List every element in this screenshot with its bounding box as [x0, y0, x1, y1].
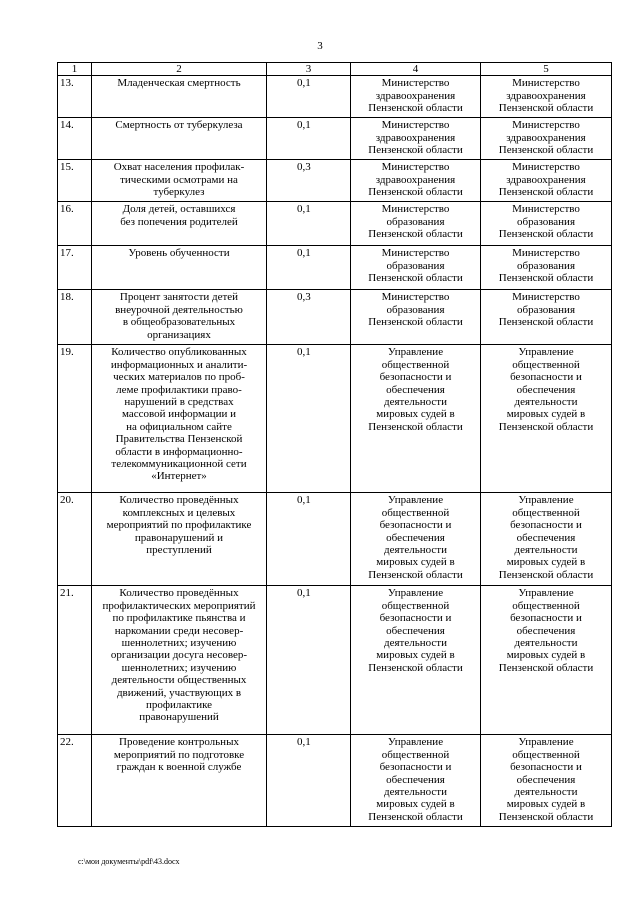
- indicator-name: Смертность от туберкулеза: [92, 118, 267, 160]
- weight-value: 0,1: [267, 493, 351, 586]
- data-source: Управление общественной безопасности и обеспечения деятельности мировых судей в Пензенской области: [481, 493, 612, 586]
- row-number: 16.: [58, 202, 92, 246]
- weight-value: 0,1: [267, 735, 351, 827]
- data-source: Министерство образования Пензенской области: [481, 246, 612, 290]
- table-row: [58, 586, 612, 735]
- row-number: 18.: [58, 290, 92, 345]
- row-number: 20.: [58, 493, 92, 586]
- indicator-name: Охват населения профилак- тическими осмотрами на туберкулез: [92, 160, 267, 202]
- responsible-executor: Министерство образования Пензенской области: [351, 246, 481, 290]
- header-cell-col1: 1: [58, 63, 92, 76]
- responsible-executor: Управление общественной безопасности и обеспечения деятельности мировых судей в Пензенской области: [351, 735, 481, 827]
- table-row: [58, 345, 612, 493]
- header-cell-col4: 4: [351, 63, 481, 76]
- header-cell-col3: 3: [267, 63, 351, 76]
- row-number: 13.: [58, 76, 92, 118]
- indicator-name: Доля детей, оставшихся без попечения родителей: [92, 202, 267, 246]
- data-source: Министерство здравоохранения Пензенской области: [481, 160, 612, 202]
- file-path-footer: c:\мои документы\pdf\43.docx: [78, 857, 180, 866]
- row-number: 22.: [58, 735, 92, 827]
- responsible-executor: Управление общественной безопасности и обеспечения деятельности мировых судей в Пензенской области: [351, 493, 481, 586]
- weight-value: 0,1: [267, 76, 351, 118]
- table-row: [58, 493, 612, 586]
- table-row: [58, 160, 612, 202]
- table-row: [58, 202, 612, 246]
- indicators-table: [57, 62, 612, 827]
- weight-value: 0,1: [267, 345, 351, 493]
- indicator-name: Проведение контрольных мероприятий по подготовке граждан к военной службе: [92, 735, 267, 827]
- weight-value: 0,1: [267, 246, 351, 290]
- indicator-name: Процент занятости детей внеурочной деятельностью в общеобразовательных организациях: [92, 290, 267, 345]
- weight-value: 0,3: [267, 160, 351, 202]
- row-number: 17.: [58, 246, 92, 290]
- weight-value: 0,1: [267, 202, 351, 246]
- page-number: 3: [317, 40, 323, 52]
- responsible-executor: Министерство здравоохранения Пензенской области: [351, 118, 481, 160]
- data-source: Министерство здравоохранения Пензенской области: [481, 76, 612, 118]
- responsible-executor: Управление общественной безопасности и обеспечения деятельности мировых судей в Пензенской области: [351, 586, 481, 735]
- indicator-name: Младенческая смертность: [92, 76, 267, 118]
- table-header-row: [58, 63, 612, 76]
- responsible-executor: Министерство образования Пензенской области: [351, 202, 481, 246]
- responsible-executor: Министерство здравоохранения Пензенской области: [351, 160, 481, 202]
- data-source: Управление общественной безопасности и обеспечения деятельности мировых судей в Пензенской области: [481, 586, 612, 735]
- data-source: Управление общественной безопасности и обеспечения деятельности мировых судей в Пензенской области: [481, 735, 612, 827]
- data-source: Министерство образования Пензенской области: [481, 202, 612, 246]
- weight-value: 0,3: [267, 290, 351, 345]
- data-source: Министерство образования Пензенской области: [481, 290, 612, 345]
- header-cell-col2: 2: [92, 63, 267, 76]
- weight-value: 0,1: [267, 586, 351, 735]
- table-row: [58, 118, 612, 160]
- row-number: 15.: [58, 160, 92, 202]
- indicator-name: Уровень обученности: [92, 246, 267, 290]
- responsible-executor: Управление общественной безопасности и обеспечения деятельности мировых судей в Пензенской области: [351, 345, 481, 493]
- header-cell-col5: 5: [481, 63, 612, 76]
- row-number: 19.: [58, 345, 92, 493]
- table-row: [58, 290, 612, 345]
- responsible-executor: Министерство здравоохранения Пензенской области: [351, 76, 481, 118]
- data-source: Управление общественной безопасности и обеспечения деятельности мировых судей в Пензенской области: [481, 345, 612, 493]
- indicator-name: Количество опубликованных информационных и аналити- ческих материалов по проб- леме профилактики право- нарушений в средствах массовой информации и на официальном сайте Правительства Пензенской области в информационно- телекоммуникационной сети «Интернет»: [92, 345, 267, 493]
- responsible-executor: Министерство образования Пензенской области: [351, 290, 481, 345]
- row-number: 21.: [58, 586, 92, 735]
- table-row: [58, 76, 612, 118]
- indicator-name: Количество проведённых профилактических мероприятий по профилактике пьянства и наркомании среди несовер- шеннолетних; изучению организации досуга несовер- шеннолетних; изучению деятельности общественных движений, участвующих в профилактике правонарушений: [92, 586, 267, 735]
- table-row: [58, 735, 612, 827]
- indicator-name: Количество проведённых комплексных и целевых мероприятий по профилактике правонарушений и преступлений: [92, 493, 267, 586]
- table-row: [58, 246, 612, 290]
- weight-value: 0,1: [267, 118, 351, 160]
- row-number: 14.: [58, 118, 92, 160]
- data-source: Министерство здравоохранения Пензенской области: [481, 118, 612, 160]
